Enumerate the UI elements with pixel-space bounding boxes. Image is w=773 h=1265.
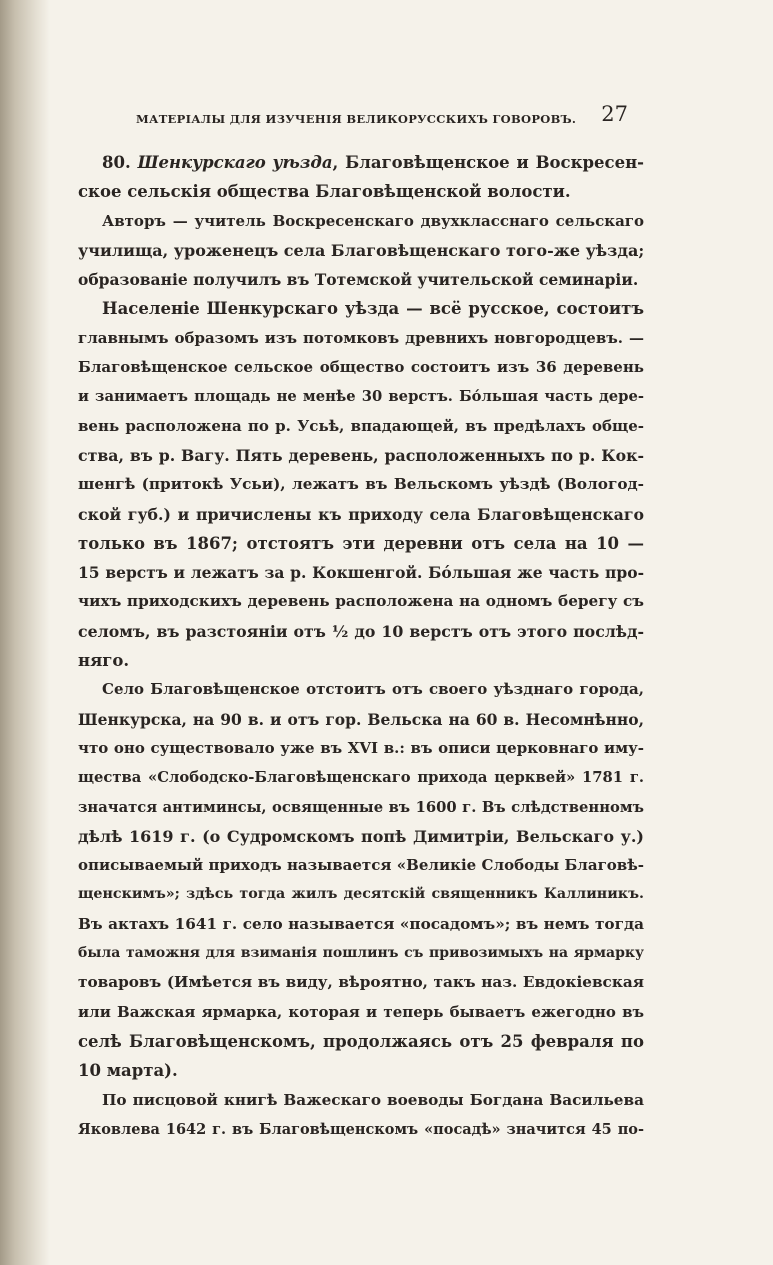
text-line: ское сельскія общества Благовѣщенской волости. (78, 182, 571, 202)
text-line: только въ 1867; отстоятъ эти деревни отъ села на 10 — (78, 533, 644, 553)
running-title: МАТЕРІАЛЫ ДЛЯ ИЗУЧЕНІЯ ВЕЛИКОРУССКИХЪ ГОВОРОВЪ. (136, 112, 577, 126)
running-head (136, 102, 634, 132)
text-line: ской губ.) и причислены къ приходу села Благовѣщенскаго (78, 504, 644, 524)
text-line: и занимаетъ площадь не менѣе 30 верстъ. Бо́льшая часть дере- (78, 388, 644, 406)
text-line: чихъ приходскихъ деревень расположена на одномъ берегу съ (78, 592, 644, 611)
text-line: Въ актахъ 1641 г. село называется «посадомъ»; въ немъ тогда (78, 914, 644, 933)
text-line: селомъ, въ разстояніи отъ ½ до 10 верстъ отъ этого послѣд- (78, 621, 644, 641)
text-line: описываемый приходъ называется «Великіе Слободы Благовѣ- (78, 856, 644, 875)
text-line: что оно существовало уже въ XVI в.: въ описи церковнаго иму- (78, 738, 644, 757)
text-line: 15 верстъ и лежатъ за р. Кокшенгой. Бо́льшая же часть про- (78, 563, 644, 583)
text-line: была таможня для взиманія пошлинъ съ привозимыхъ на ярмарку (78, 945, 644, 962)
text-line: вень расположена по р. Усьѣ, впадающей, въ предѣлахъ обще- (78, 416, 644, 435)
text-line: или Важская ярмарка, которая и теперь бываетъ ежегодно въ (78, 1002, 644, 1021)
text-line: дѣлѣ 1619 г. (о Судромскомъ попѣ Димитріи, Вельскаго у.) (78, 826, 644, 846)
text-line: значатся антиминсы, освященные въ 1600 г. Въ слѣдственномъ (78, 798, 644, 816)
text-line: товаровъ (Имѣется въ виду, вѣроятно, такъ наз. Евдокіевская (78, 973, 644, 992)
page-number: 27 (601, 102, 628, 126)
text-line: щества «Слободско-Благовѣщенскаго прихода церквей» 1781 г. (78, 769, 644, 787)
text-line: Яковлева 1642 г. въ Благовѣщенскомъ «посадѣ» значится 45 по- (78, 1120, 644, 1138)
text-line: няго. (78, 651, 130, 671)
text-line: Шенкурска, на 90 в. и отъ гор. Вельска на 60 в. Несомнѣнно, (78, 709, 644, 729)
text-line: Благовѣщенское сельское общество состоитъ изъ 36 деревень (78, 358, 644, 377)
text-line: училища, уроженецъ села Благовѣщенскаго того-же уѣзда; (78, 240, 645, 260)
text-line: ства, въ р. Вагу. Пять деревень, расположенныхъ по р. Кок- (78, 445, 644, 465)
text-line: 10 марта). (78, 1061, 178, 1081)
text-line: шенгѣ (притокѣ Усьи), лежатъ въ Вельскомъ уѣздѣ (Вологод- (78, 475, 644, 494)
text-line: селѣ Благовѣщенскомъ, продолжаясь отъ 25 февраля по (78, 1031, 644, 1051)
text-line: Населеніе Шенкурскаго уѣзда — всё русское, состоитъ (102, 299, 644, 319)
text-line: образованіе получилъ въ Тотемской учительской семинаріи. (78, 270, 639, 290)
text-line: щенскимъ»; здѣсь тогда жилъ десятскій священникъ Каллиникъ. (78, 886, 644, 903)
text-line: Село Благовѣщенское отстоитъ отъ своего уѣзднаго города, (102, 680, 644, 699)
text-line: 80. Шенкурскаго уѣзда, Благовѣщенское и Воскресен- (102, 153, 645, 172)
text-line: По писцовой книгѣ Важескаго воеводы Богдана Васильева (102, 1090, 644, 1109)
book-spine-shadow (0, 0, 50, 1265)
body-text (78, 148, 644, 1144)
text-line: Авторъ — учитель Воскресенскаго двухкласснаго сельскаго (102, 211, 644, 230)
text-line: главнымъ образомъ изъ потомковъ древнихъ новгородцевъ. — (78, 328, 644, 347)
